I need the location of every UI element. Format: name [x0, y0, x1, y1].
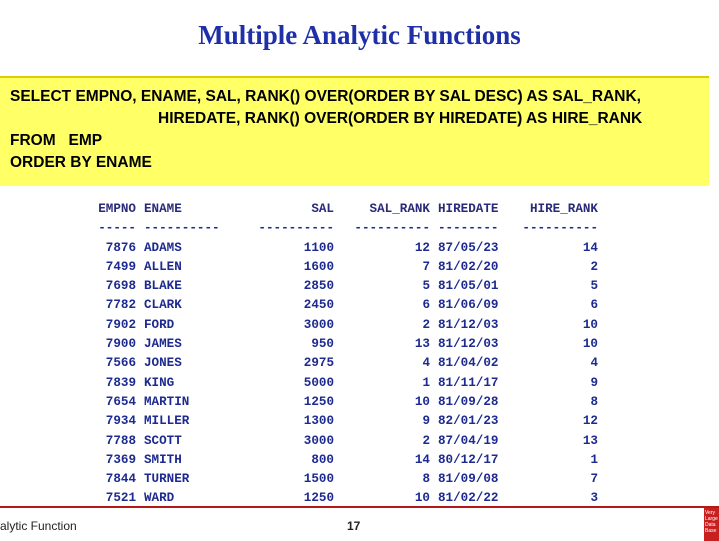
vldb-logo: Very Large Data Base: [704, 508, 719, 541]
cell-hire-rank: 13: [582, 433, 598, 448]
cell-hire-rank: 3: [590, 491, 598, 506]
cell-ename: BLAKE: [144, 279, 182, 294]
header-sal: SAL: [311, 202, 334, 216]
cell-ename: SMITH: [144, 452, 182, 467]
cell-hiredate: 81/04/02: [438, 356, 499, 371]
cell-hire-rank: 12: [582, 414, 598, 429]
cell-sal-rank: 12: [414, 240, 430, 255]
table-separator-row: [80, 219, 620, 238]
cell-hiredate: 81/11/17: [438, 375, 499, 390]
cell-ename: MARTIN: [144, 394, 190, 409]
table-row: [80, 374, 620, 393]
header-empno: EMPNO: [98, 202, 136, 216]
cell-hiredate: 82/01/23: [438, 414, 499, 429]
cell-sal: 5000: [303, 375, 334, 390]
slide-title: Multiple Analytic Functions: [198, 20, 521, 50]
separator-sal-rank: ----------: [354, 221, 430, 236]
table-body: [80, 239, 620, 509]
cell-empno: 7654: [105, 394, 136, 409]
cell-empno: 7788: [105, 433, 136, 448]
query-result-table: [80, 200, 620, 509]
cell-ename: ALLEN: [144, 259, 182, 274]
cell-sal-rank: 14: [414, 452, 430, 467]
cell-sal: 950: [311, 337, 334, 352]
cell-sal: 2850: [303, 279, 334, 294]
cell-sal: 800: [311, 452, 334, 467]
cell-sal-rank: 5: [422, 279, 430, 294]
sql-line-from: FROM EMP: [10, 132, 103, 149]
table-row: [80, 432, 620, 451]
table-row: [80, 316, 620, 335]
cell-sal-rank: 1: [422, 375, 430, 390]
cell-empno: 7698: [105, 279, 136, 294]
cell-sal-rank: 10: [414, 394, 430, 409]
separator-ename: ----------: [144, 221, 220, 236]
cell-empno: 7499: [105, 259, 136, 274]
separator-hire-rank: ----------: [522, 221, 598, 236]
separator-hiredate: --------: [438, 221, 499, 236]
cell-hiredate: 81/12/03: [438, 317, 499, 332]
cell-sal: 1500: [303, 472, 334, 487]
cell-empno: 7902: [105, 317, 136, 332]
cell-sal: 1250: [303, 394, 334, 409]
footer-rule: [0, 506, 719, 508]
cell-hire-rank: 9: [590, 375, 598, 390]
page-number: 17: [347, 519, 361, 533]
cell-hire-rank: 14: [582, 240, 598, 255]
cell-hiredate: 81/12/03: [438, 337, 499, 352]
cell-hire-rank: 10: [582, 337, 598, 352]
cell-empno: 7876: [105, 240, 136, 255]
cell-sal-rank: 13: [414, 337, 430, 352]
sql-code-box: [0, 76, 709, 186]
cell-empno: 7934: [105, 414, 136, 429]
cell-hire-rank: 6: [590, 298, 598, 313]
cell-ename: JAMES: [144, 337, 182, 352]
cell-ename: JONES: [144, 356, 182, 371]
cell-hiredate: 81/02/20: [438, 259, 499, 274]
table-row: [80, 239, 620, 258]
cell-ename: CLARK: [144, 298, 182, 313]
header-sal-rank: SAL_RANK: [369, 202, 430, 216]
cell-empno: 7369: [105, 452, 136, 467]
separator-sal: ----------: [258, 221, 334, 236]
cell-hiredate: 87/04/19: [438, 433, 499, 448]
footer-section-title: alytic Function: [0, 519, 77, 533]
cell-sal: 2450: [303, 298, 334, 313]
cell-sal-rank: 7: [422, 259, 430, 274]
cell-sal: 3000: [303, 317, 334, 332]
cell-ename: KING: [144, 375, 175, 390]
cell-sal-rank: 4: [422, 356, 430, 371]
cell-sal: 3000: [303, 433, 334, 448]
table-row: [80, 393, 620, 412]
cell-sal: 1100: [303, 240, 334, 255]
cell-hiredate: 81/02/22: [438, 491, 499, 506]
cell-hire-rank: 8: [590, 394, 598, 409]
cell-hire-rank: 10: [582, 317, 598, 332]
cell-ename: WARD: [144, 491, 175, 506]
cell-hiredate: 81/06/09: [438, 298, 499, 313]
table-header-row: [80, 200, 620, 219]
header-ename: ENAME: [144, 202, 182, 216]
cell-hire-rank: 5: [590, 279, 598, 294]
table-row: [80, 451, 620, 470]
cell-hiredate: 81/09/08: [438, 472, 499, 487]
table-row: [80, 258, 620, 277]
cell-sal: 1250: [303, 491, 334, 506]
cell-empno: 7521: [105, 491, 136, 506]
sql-line-select: SELECT EMPNO, ENAME, SAL, RANK() OVER(ORDER BY SAL DESC) AS SAL_RANK,: [10, 88, 641, 105]
separator-empno: -----: [98, 221, 136, 236]
cell-sal: 1600: [303, 259, 334, 274]
cell-empno: 7844: [105, 472, 136, 487]
cell-ename: SCOTT: [144, 433, 182, 448]
cell-sal: 2975: [303, 356, 334, 371]
cell-sal-rank: 2: [422, 317, 430, 332]
table-row: [80, 296, 620, 315]
cell-hiredate: 80/12/17: [438, 452, 499, 467]
sql-line-order-by: ORDER BY ENAME: [10, 154, 152, 171]
cell-hire-rank: 7: [590, 472, 598, 487]
cell-hire-rank: 2: [590, 259, 598, 274]
cell-hiredate: 81/09/28: [438, 394, 499, 409]
header-hire-rank: HIRE_RANK: [529, 202, 598, 216]
cell-empno: 7900: [105, 337, 136, 352]
table-row: [80, 412, 620, 431]
cell-sal-rank: 9: [422, 414, 430, 429]
table-row: [80, 354, 620, 373]
table-row: [80, 470, 620, 489]
cell-empno: 7839: [105, 375, 136, 390]
cell-ename: FORD: [144, 317, 175, 332]
cell-empno: 7566: [105, 356, 136, 371]
cell-empno: 7782: [105, 298, 136, 313]
cell-ename: MILLER: [144, 414, 190, 429]
header-hiredate: HIREDATE: [438, 202, 499, 216]
cell-sal-rank: 2: [422, 433, 430, 448]
cell-hire-rank: 4: [590, 356, 598, 371]
cell-sal-rank: 8: [422, 472, 430, 487]
cell-hire-rank: 1: [590, 452, 598, 467]
cell-ename: TURNER: [144, 472, 190, 487]
cell-hiredate: 81/05/01: [438, 279, 499, 294]
table-row: [80, 335, 620, 354]
sql-line-columns: HIREDATE, RANK() OVER(ORDER BY HIREDATE) AS HIRE_RANK: [158, 110, 643, 127]
table-row: [80, 277, 620, 296]
cell-sal-rank: 10: [414, 491, 430, 506]
cell-sal-rank: 6: [422, 298, 430, 313]
cell-hiredate: 87/05/23: [438, 240, 499, 255]
cell-ename: ADAMS: [144, 240, 182, 255]
cell-sal: 1300: [303, 414, 334, 429]
